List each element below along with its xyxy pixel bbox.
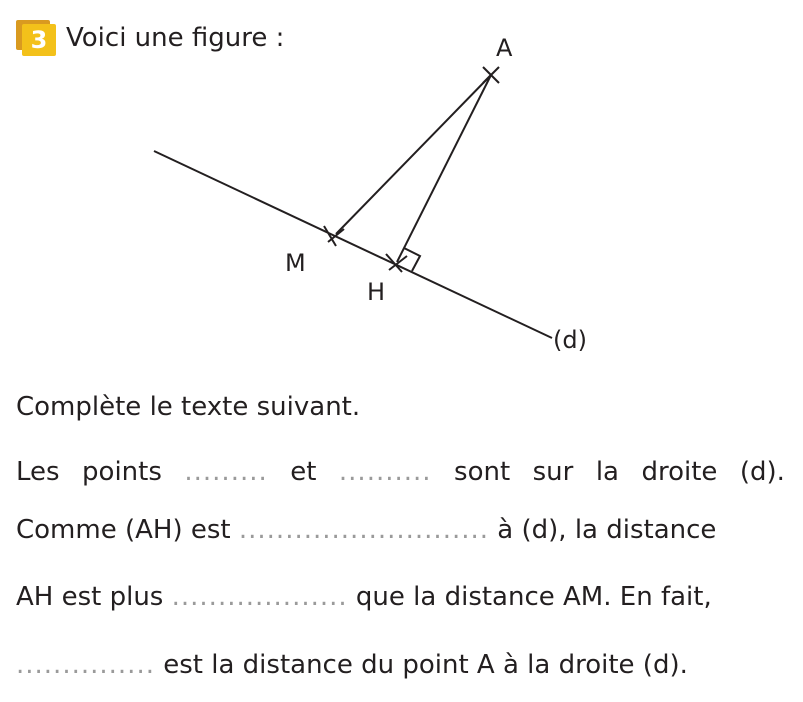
word: (d).: [739, 457, 785, 487]
label-point-h: H: [367, 278, 386, 306]
label-point-m: M: [285, 249, 306, 277]
text-after: est la distance du point A à la droite (d).: [163, 650, 688, 680]
word: sont: [454, 457, 511, 487]
text-before: Comme (AH) est: [16, 515, 231, 545]
paragraph-line-4: [16, 648, 688, 682]
text-before: AH est plus: [16, 582, 164, 612]
word: points: [82, 457, 162, 487]
paragraph-line-2: [16, 513, 716, 547]
exercise-number: 3: [22, 24, 56, 56]
text-after: que la distance AM. En fait,: [355, 582, 712, 612]
blank-5[interactable]: ...............: [16, 650, 155, 680]
word: droite: [641, 457, 718, 487]
label-line-d: (d): [553, 326, 587, 354]
label-point-a: A: [496, 34, 513, 62]
segment-ah: [397, 75, 491, 262]
blank-3[interactable]: ...........................: [238, 515, 490, 545]
word: Les: [16, 457, 60, 487]
right-angle-marker: [404, 248, 420, 271]
text-after: à (d), la distance: [497, 515, 717, 545]
word: la: [595, 457, 619, 487]
instruction: Complète le texte suivant.: [16, 392, 361, 422]
blank-4[interactable]: ...................: [171, 582, 348, 612]
word: sur: [532, 457, 574, 487]
word: et: [290, 457, 317, 487]
paragraph-line-1: [16, 455, 785, 489]
segment-am: [336, 75, 491, 234]
paragraph-line-3: [16, 580, 712, 614]
point-a-mark: [483, 67, 499, 83]
line-d: [154, 151, 552, 338]
exercise-title: Voici une figure :: [66, 23, 285, 53]
blank-1[interactable]: .........: [184, 457, 268, 487]
blank-2[interactable]: ..........: [338, 457, 432, 487]
